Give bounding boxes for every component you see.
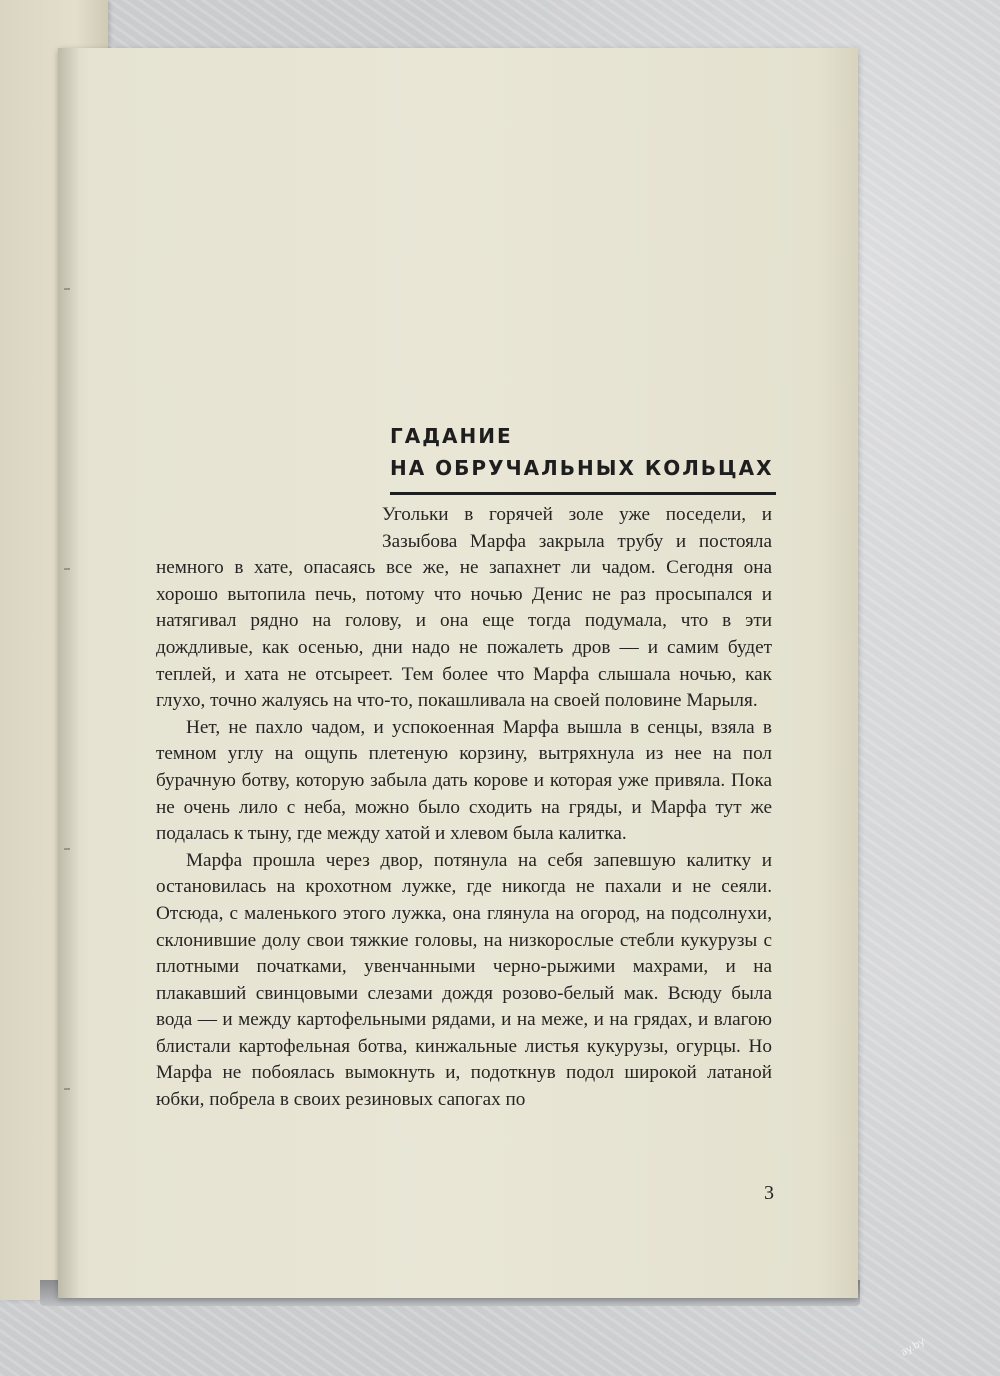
chapter-title-line-2: НА ОБРУЧАЛЬНЫХ КОЛЬЦАХ [390, 456, 774, 480]
paragraph-3: Марфа прошла через двор, потянула на себя запевшую калитку и остановилась на крохотном лужке, где никогда не пахали и не сеяли. Отсюда, с маленького этого лужка, она глянула на огород, на подсолнухи, склонившие долу свои тяжкие головы, на низкорослые стебли кукурузы с плотными початками, увенчанными черно-рыжими махрами, и на плакавший свинцовыми слезами дождя розово-белый мак. Всюду была вода — и между картофельными рядами, и на меже, и на грядах, и влагою блистали картофельная ботва, кинжальные листья кукурузы, огурцы. Но Марфа не побоялась вымокнуть и, подоткнув подол широкой латаной юбки, побрела в своих резиновых сапогах по [156, 849, 772, 1111]
binding-stitch [64, 1088, 70, 1090]
drop-indent-spacer [156, 502, 382, 555]
binding-stitch [64, 848, 70, 850]
watermark-text: ay.by [898, 1336, 928, 1359]
title-underline [390, 492, 776, 495]
chapter-title-line-1: ГАДАНИЕ [390, 424, 513, 448]
binding-stitch [64, 568, 70, 570]
binding-stitch [64, 288, 70, 290]
page-number: 3 [764, 1182, 774, 1204]
chapter-title [390, 420, 774, 484]
paragraph-2: Нет, не пахло чадом, и успокоенная Марфа вышла в сенцы, взяла в темном углу на ощупь плетеную корзину, вытряхнула из нее на пол бурачную ботву, которую забыла дать корове и которая уже привяла. Пока не очень лило с неба, можно было сходить на гряды, и Марфа тут же подалась к тыну, где между хатой и хлевом была калитка. [156, 716, 772, 845]
book-page [58, 48, 858, 1298]
body-text [156, 502, 772, 1114]
paragraph-1: Угольки в горячей золе уже поседели, и Зазыбова Марфа закрыла трубу и постояла немного в хате, опасаясь все же, не запахнет ли чадом. Сегодня она хорошо вытопила печь, потому что ночью Денис не раз просыпался и натягивал рядно на голову, и она еще тогда подумала, что в эти дождливые, как осенью, дни надо не пожалеть дров — и самим будет теплей, и хата не отсыреет. Тем более что Марфа слышала ночью, как глухо, точно жалуясь на что-то, покашливала на своей половине Марыля. [156, 504, 772, 712]
page-gutter [58, 48, 80, 1298]
